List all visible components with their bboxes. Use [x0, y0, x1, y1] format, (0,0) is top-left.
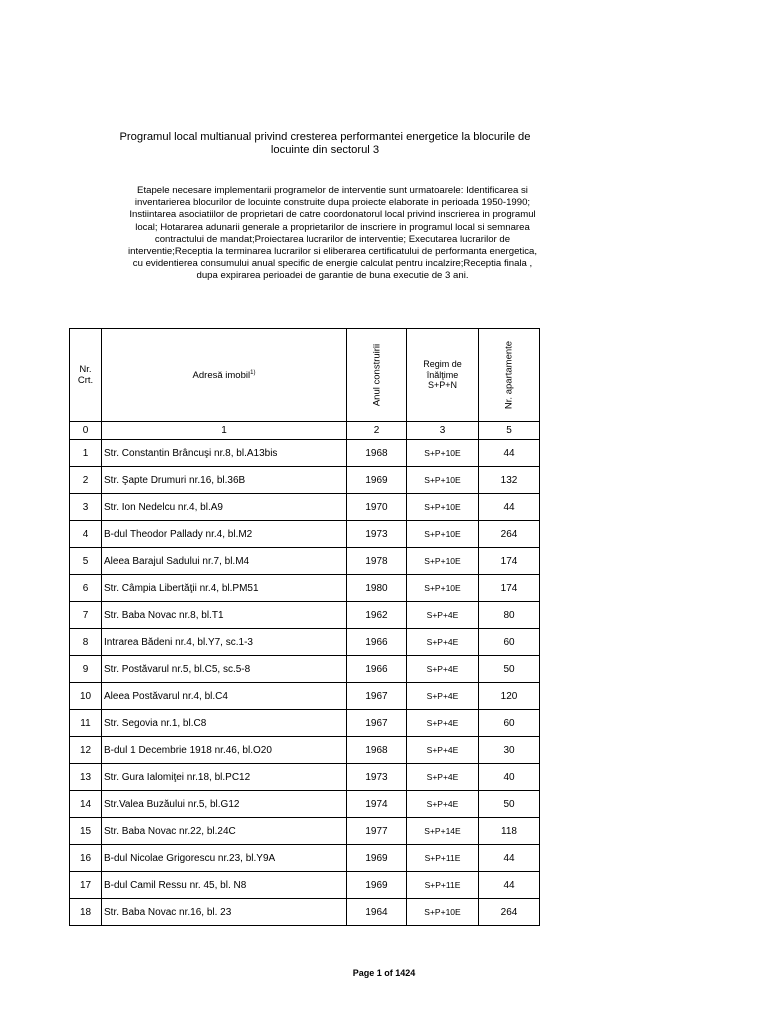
row-address-cell: Str. Baba Novac nr.8, bl.T1 [102, 602, 347, 629]
row-height-regime-cell: S+P+4E [407, 791, 479, 818]
table-row [70, 602, 540, 629]
row-apartments-cell: 132 [479, 467, 540, 494]
intro-paragraph [55, 185, 610, 283]
document-title-line-2: locuinte din sectorul 3 [270, 144, 380, 156]
row-address-cell: B-dul Nicolae Grigorescu nr.23, bl.Y9A [102, 845, 347, 872]
row-apartments-cell: 50 [479, 656, 540, 683]
row-address-cell: Str. Câmpia Libertăţii nr.4, bl.PM51 [102, 575, 347, 602]
document-title [60, 131, 590, 157]
row-apartments-cell: 80 [479, 602, 540, 629]
row-height-regime-cell: S+P+10E [407, 467, 479, 494]
row-apartments-cell: 44 [479, 440, 540, 467]
document-title-line-1: Programul local multianual privind cresterea performantei energetice la blocurile de [119, 131, 531, 143]
row-year-cell: 1970 [347, 494, 407, 521]
row-year-cell: 1973 [347, 521, 407, 548]
page-footer [0, 968, 768, 978]
row-height-regime-cell: S+P+10E [407, 575, 479, 602]
row-height-regime-cell: S+P+10E [407, 899, 479, 926]
row-apartments-cell: 118 [479, 818, 540, 845]
row-number-cell: 14 [70, 791, 102, 818]
row-year-cell: 1962 [347, 602, 407, 629]
table-row [70, 629, 540, 656]
table-row [70, 683, 540, 710]
intro-line: Instiintarea asociatiilor de proprietari de catre coordonatorul local privind inscrierea in programul [129, 209, 536, 221]
row-address-cell: Str. Ion Nedelcu nr.4, bl.A9 [102, 494, 347, 521]
row-number-cell: 4 [70, 521, 102, 548]
row-height-regime-cell: S+P+4E [407, 602, 479, 629]
row-year-cell: 1966 [347, 656, 407, 683]
table-row [70, 521, 540, 548]
table-index-row [70, 422, 540, 440]
header-address [102, 329, 347, 422]
header-apartments-label: Nr. apartamente [503, 340, 515, 410]
row-number-cell: 2 [70, 467, 102, 494]
row-number-cell: 5 [70, 548, 102, 575]
row-year-cell: 1969 [347, 872, 407, 899]
row-height-regime-cell: S+P+10E [407, 494, 479, 521]
table-row [70, 737, 540, 764]
row-number-cell: 13 [70, 764, 102, 791]
table-row [70, 440, 540, 467]
row-number-cell: 6 [70, 575, 102, 602]
row-address-cell: Intrarea Bădeni nr.4, bl.Y7, sc.1-3 [102, 629, 347, 656]
row-year-cell: 1967 [347, 710, 407, 737]
header-year-label: Anul construirii [371, 343, 382, 407]
row-year-cell: 1969 [347, 845, 407, 872]
table-row [70, 710, 540, 737]
row-height-regime-cell: S+P+11E [407, 845, 479, 872]
row-number-cell: 12 [70, 737, 102, 764]
table-row [70, 818, 540, 845]
page-number: Page 1 of 1424 [352, 968, 416, 978]
table-header-row [70, 329, 540, 422]
header-address-label: Adresă imobil [192, 370, 251, 382]
header-height-line-1: Regim de [423, 359, 462, 370]
index-cell: 0 [70, 422, 102, 440]
row-number-cell: 17 [70, 872, 102, 899]
header-year [347, 329, 407, 422]
row-apartments-cell: 60 [479, 629, 540, 656]
row-number-cell: 3 [70, 494, 102, 521]
intro-line: cu evidentierea consumului anual specific de energie calculat pentru incalzire;Receptia finala , [132, 258, 533, 270]
row-height-regime-cell: S+P+11E [407, 872, 479, 899]
index-cell: 2 [347, 422, 407, 440]
row-apartments-cell: 44 [479, 494, 540, 521]
table-row [70, 845, 540, 872]
header-height-regime [407, 329, 479, 422]
row-apartments-cell: 40 [479, 764, 540, 791]
row-number-cell: 8 [70, 629, 102, 656]
table-row [70, 764, 540, 791]
row-address-cell: Str. Segovia nr.1, bl.C8 [102, 710, 347, 737]
row-apartments-cell: 30 [479, 737, 540, 764]
row-year-cell: 1978 [347, 548, 407, 575]
intro-line: local; Hotararea adunarii generale a proprietarilor de inscriere in programul local si semnarea [135, 221, 530, 233]
header-height-line-3: S+P+N [427, 380, 458, 391]
header-address-footnote: 1) [250, 370, 256, 377]
table-row [70, 656, 540, 683]
row-apartments-cell: 174 [479, 548, 540, 575]
row-number-cell: 18 [70, 899, 102, 926]
table-row [70, 467, 540, 494]
row-address-cell: Str. Baba Novac nr.16, bl. 23 [102, 899, 347, 926]
intro-line: interventie;Receptia la terminarea lucrarilor si eliberarea certificatului de performanta energetica, [128, 246, 537, 258]
table-row [70, 872, 540, 899]
row-address-cell: B-dul Theodor Pallady nr.4, bl.M2 [102, 521, 347, 548]
row-year-cell: 1980 [347, 575, 407, 602]
index-cell: 1 [102, 422, 347, 440]
row-height-regime-cell: S+P+4E [407, 710, 479, 737]
row-apartments-cell: 120 [479, 683, 540, 710]
row-address-cell: Str.Valea Buzăului nr.5, bl.G12 [102, 791, 347, 818]
intro-line: Etapele necesare implementarii programelor de interventie sunt urmatoarele: Identificarea si [137, 185, 528, 196]
row-apartments-cell: 60 [479, 710, 540, 737]
row-number-cell: 16 [70, 845, 102, 872]
row-year-cell: 1973 [347, 764, 407, 791]
buildings-table [69, 328, 540, 926]
row-height-regime-cell: S+P+10E [407, 440, 479, 467]
index-cell: 3 [407, 422, 479, 440]
row-year-cell: 1968 [347, 440, 407, 467]
table-row [70, 899, 540, 926]
row-height-regime-cell: S+P+4E [407, 629, 479, 656]
row-address-cell: B-dul 1 Decembrie 1918 nr.46, bl.O20 [102, 737, 347, 764]
row-number-cell: 1 [70, 440, 102, 467]
table-row [70, 791, 540, 818]
row-address-cell: Str. Baba Novac nr.22, bl.24C [102, 818, 347, 845]
row-number-cell: 10 [70, 683, 102, 710]
row-year-cell: 1968 [347, 737, 407, 764]
row-year-cell: 1969 [347, 467, 407, 494]
row-address-cell: Aleea Barajul Sadului nr.7, bl.M4 [102, 548, 347, 575]
intro-line: dupa expirarea perioadei de garantie de buna executie de 3 ani. [196, 270, 469, 282]
row-apartments-cell: 44 [479, 845, 540, 872]
row-year-cell: 1964 [347, 899, 407, 926]
intro-line: contractului de mandat;Proiectarea lucrarilor de interventie; Executarea lucrarilor de [154, 233, 511, 245]
row-apartments-cell: 174 [479, 575, 540, 602]
header-apartments [479, 329, 540, 422]
row-apartments-cell: 264 [479, 521, 540, 548]
row-height-regime-cell: S+P+4E [407, 764, 479, 791]
header-height-line-2: înălţime [426, 369, 459, 380]
intro-line: inventarierea blocurilor de locuinte construite dupa proiecte elaborate in perioada 1950-1990; [134, 197, 531, 209]
row-apartments-cell: 50 [479, 791, 540, 818]
row-number-cell: 9 [70, 656, 102, 683]
row-address-cell: Str. Şapte Drumuri nr.16, bl.36B [102, 467, 347, 494]
row-height-regime-cell: S+P+10E [407, 548, 479, 575]
row-address-cell: Str. Constantin Brâncuşi nr.8, bl.A13bis [102, 440, 347, 467]
row-height-regime-cell: S+P+4E [407, 656, 479, 683]
row-number-cell: 11 [70, 710, 102, 737]
table-row [70, 548, 540, 575]
row-height-regime-cell: S+P+10E [407, 521, 479, 548]
row-address-cell: B-dul Camil Ressu nr. 45, bl. N8 [102, 872, 347, 899]
header-nr-label: Nr. [79, 364, 92, 375]
row-year-cell: 1974 [347, 791, 407, 818]
index-cell: 5 [479, 422, 540, 440]
row-address-cell: Str. Postăvarul nr.5, bl.C5, sc.5-8 [102, 656, 347, 683]
table-row [70, 575, 540, 602]
row-number-cell: 7 [70, 602, 102, 629]
table-row [70, 494, 540, 521]
row-address-cell: Aleea Postăvarul nr.4, bl.C4 [102, 683, 347, 710]
row-address-cell: Str. Gura Ialomiţei nr.18, bl.PC12 [102, 764, 347, 791]
row-year-cell: 1966 [347, 629, 407, 656]
row-height-regime-cell: S+P+4E [407, 683, 479, 710]
row-apartments-cell: 44 [479, 872, 540, 899]
row-year-cell: 1977 [347, 818, 407, 845]
row-height-regime-cell: S+P+4E [407, 737, 479, 764]
row-year-cell: 1967 [347, 683, 407, 710]
row-height-regime-cell: S+P+14E [407, 818, 479, 845]
row-apartments-cell: 264 [479, 899, 540, 926]
row-number-cell: 15 [70, 818, 102, 845]
header-nr-crt [70, 329, 102, 422]
header-crt-label: Crt. [77, 375, 94, 386]
